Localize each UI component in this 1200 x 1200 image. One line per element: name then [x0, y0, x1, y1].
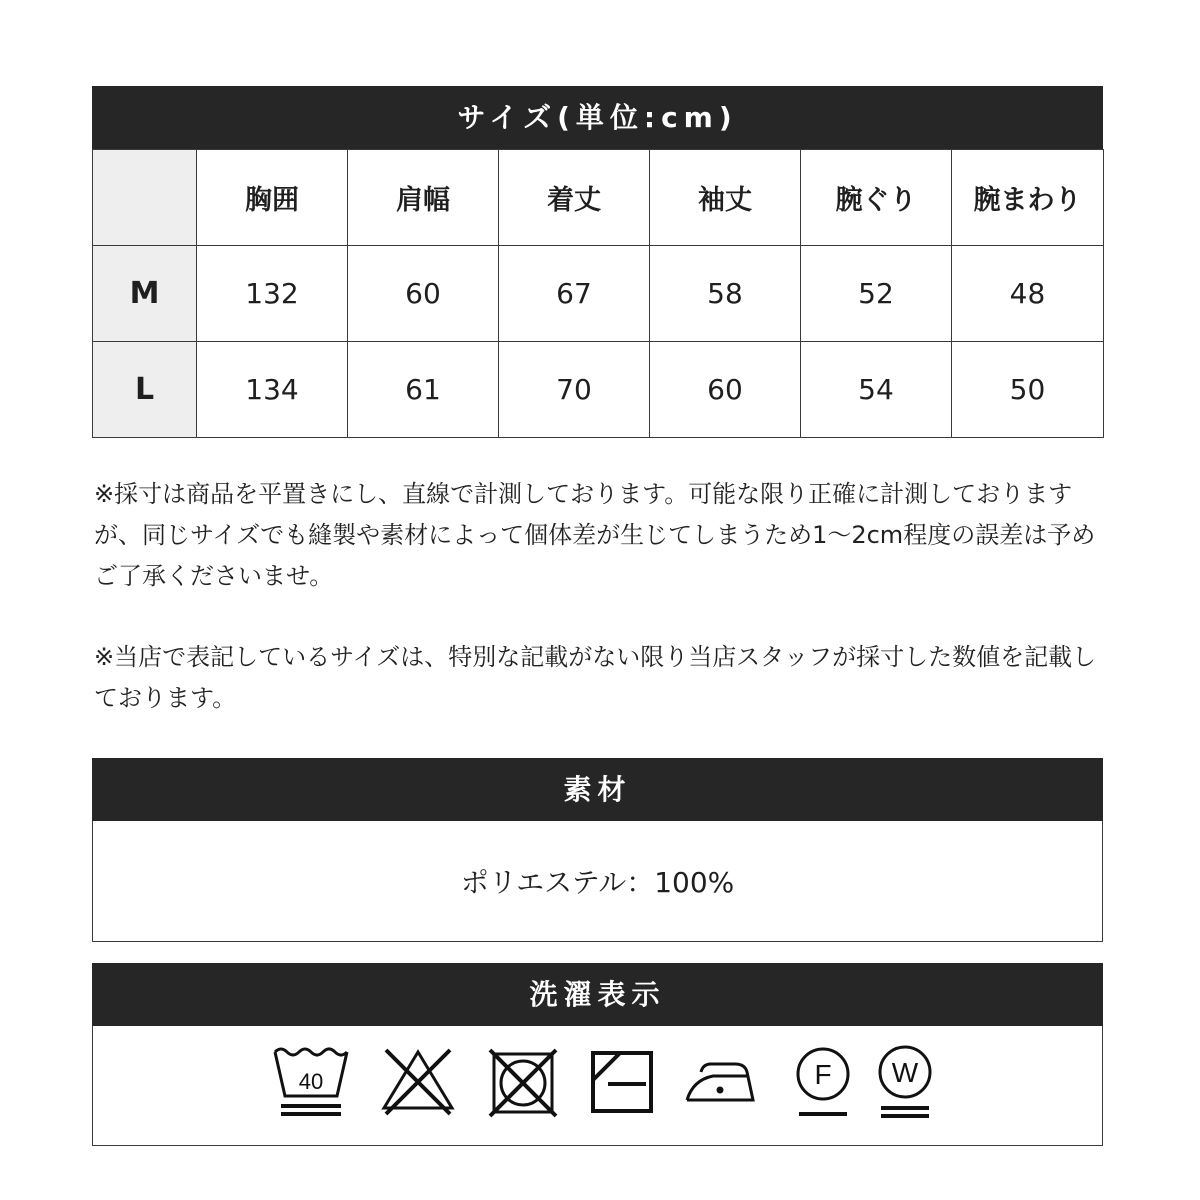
- wash-temperature-label: 40: [298, 1069, 324, 1094]
- table-cell: 61: [348, 342, 499, 438]
- care-section-title: 洗濯表示: [92, 963, 1103, 1026]
- table-cell: 50: [952, 342, 1104, 438]
- table-cell: 52: [801, 246, 952, 342]
- wet-clean-label: W: [891, 1057, 919, 1088]
- size-table: [92, 149, 1104, 438]
- shade-flat-dry-icon: [590, 1050, 654, 1114]
- wet-clean-very-gentle-icon: [875, 1044, 935, 1124]
- material-section: [92, 758, 1103, 942]
- row-header-size: M: [93, 246, 197, 342]
- row-header-size: L: [93, 342, 197, 438]
- measurement-note: ※採寸は商品を平置きにし、直線で計測しております。可能な限り正確に計測しておりますが、同じサイズでも縫製や素材によって個体差が生じてしまうため1～2cm程度の誤差は予めご了承くださいませ。: [94, 480, 1096, 590]
- table-cell: 70: [499, 342, 650, 438]
- no-tumble-dry-icon: [488, 1048, 558, 1118]
- dry-clean-f-gentle-icon: [793, 1046, 853, 1122]
- material-section-title: 素材: [92, 758, 1103, 821]
- table-cell: 58: [650, 246, 801, 342]
- size-section: [92, 86, 1103, 438]
- table-cell: 54: [801, 342, 952, 438]
- care-section: [92, 963, 1103, 1146]
- size-table-header-row: [93, 150, 1104, 246]
- table-cell: 60: [650, 342, 801, 438]
- column-header-chest: 胸囲: [197, 150, 348, 246]
- table-row: [93, 246, 1104, 342]
- table-cell: 67: [499, 246, 650, 342]
- column-header-length: 着丈: [499, 150, 650, 246]
- table-cell: 60: [348, 246, 499, 342]
- column-header-arm-circumference: 腕まわり: [952, 150, 1104, 246]
- size-section-title: サイズ(単位:cm): [92, 86, 1103, 149]
- table-cell: 48: [952, 246, 1104, 342]
- size-notation-note: ※当店で表記しているサイズは、特別な記載がない限り当店スタッフが採寸した数値を記載しております。: [94, 643, 1097, 712]
- table-row: [93, 342, 1104, 438]
- column-header-sleeve: 袖丈: [650, 150, 801, 246]
- no-bleach-icon: [380, 1046, 456, 1118]
- dry-clean-label: F: [814, 1059, 832, 1090]
- column-header-shoulder: 肩幅: [348, 150, 499, 246]
- material-content: ポリエステル：100%: [92, 821, 1103, 942]
- wash-40-gentle-icon: [271, 1046, 351, 1118]
- iron-low-icon: [683, 1052, 757, 1108]
- care-icons-row: [92, 1026, 1103, 1146]
- table-cell: 134: [197, 342, 348, 438]
- size-table-corner-cell: [93, 150, 197, 246]
- table-cell: 132: [197, 246, 348, 342]
- column-header-armhole: 腕ぐり: [801, 150, 952, 246]
